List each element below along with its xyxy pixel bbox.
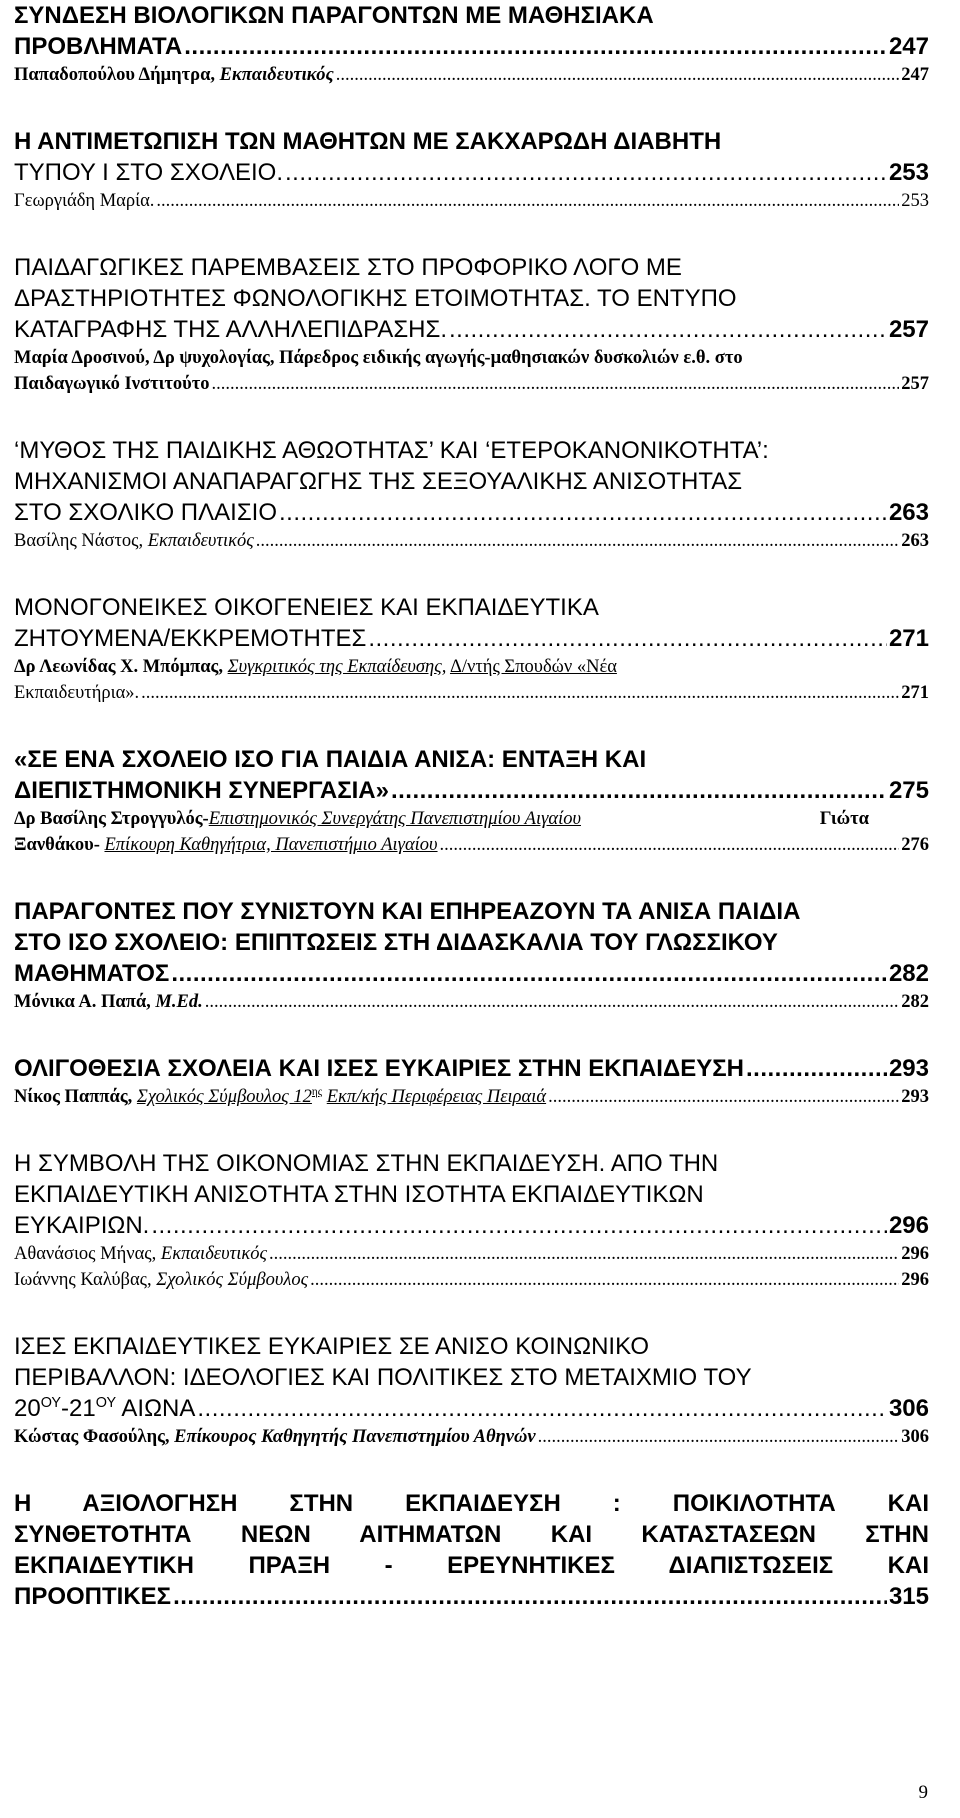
author-line: [14, 188, 929, 214]
entry-author: [14, 1424, 929, 1450]
leader-dots: [548, 1084, 899, 1110]
author-name: Μόνικα Α. Παπά,: [14, 992, 151, 1012]
page-ref: 263: [901, 531, 929, 551]
entry-author: [14, 654, 929, 706]
entry-author: [14, 806, 929, 858]
author-role: M.Ed.: [155, 992, 203, 1012]
title-last-line: [14, 1210, 929, 1241]
leader-dots: [285, 157, 887, 188]
leader-dots: [310, 1267, 899, 1293]
toc-entry: [14, 1488, 929, 1612]
title-text: 20: [14, 1395, 41, 1422]
leader-dots: [212, 371, 900, 397]
author-line: [14, 62, 929, 88]
title-text: ΚΑΤΑΓΡΑΦΗΣ ΤΗΣ ΑΛΛΗΛΕΠΙΔΡΑΣΗΣ.: [14, 316, 447, 343]
title-text: ΟΛΙΓΟΘΕΣΙΑ ΣΧΟΛΕΙΑ ΚΑΙ ΙΣΕΣ ΕΥΚΑΙΡΙΕΣ ΣΤΗΝ ΕΚΠΑΙΔΕΥΣΗ: [14, 1055, 744, 1082]
title-line: ΠΑΡΑΓΟΝΤΕΣ ΠΟΥ ΣΥΝΙΣΤΟΥΝ ΚΑΙ ΕΠΗΡΕΑΖΟΥΝ ΤΑ ΑΝΙΣΑ ΠΑΙΔΙΑ: [14, 898, 801, 925]
author-line: [14, 806, 929, 832]
entry-author: [14, 989, 929, 1015]
toc-entry: [14, 1331, 929, 1450]
title-text: ΠΡΟΟΠΤΙΚΕΣ: [14, 1583, 172, 1610]
leader-dots: [151, 1210, 887, 1241]
entry-title: [14, 896, 929, 989]
title-text: -21: [61, 1395, 96, 1422]
title-line: Η ΑΝΤΙΜΕΤΩΠΙΣΗ ΤΩΝ ΜΑΘΗΤΩΝ ΜΕ ΣΑΚΧΑΡΩΔΗ ΔΙΑΒΗΤΗ: [14, 128, 722, 155]
toc-entry: [14, 435, 929, 554]
author-line: [14, 680, 929, 706]
author-line: [14, 989, 929, 1015]
author-name: Γιώτα: [819, 809, 869, 829]
page-ref: 271: [901, 683, 929, 703]
page-ref: 296: [888, 1212, 929, 1239]
title-last-line: [14, 31, 929, 62]
author-line: [14, 1267, 929, 1293]
title-text: ΣΤΟ ΣΧΟΛΙΚΟ ΠΛΑΙΣΙΟ: [14, 499, 277, 526]
title-superscript: ΟΥ: [40, 1395, 62, 1411]
title-line: ΔΡΑΣΤΗΡΙΟΤΗΤΕΣ ΦΩΝΟΛΟΓΙΚΗΣ ΕΤΟΙΜΟΤΗΤΑΣ. ΤΟ ΕΝΤΥΠΟ: [14, 285, 737, 312]
author-line: [14, 1084, 929, 1110]
toc-entry: [14, 126, 929, 214]
page-number: 9: [918, 1782, 928, 1803]
entry-author: [14, 345, 929, 397]
page-ref: 257: [888, 316, 929, 343]
title-superscript: ΟΥ: [95, 1395, 117, 1411]
leader-dots: [391, 775, 887, 806]
author-affiliation: Παιδαγωγικό Ινστιτούτο: [14, 374, 210, 394]
toc-entry: [14, 592, 929, 706]
entry-title: [14, 1331, 929, 1424]
leader-dots: [746, 1053, 887, 1084]
page-ref: 257: [901, 374, 929, 394]
author-role: Επίκουρος Καθηγητής Πανεπιστημίου Αθηνών: [174, 1427, 536, 1447]
author-line: [14, 371, 929, 397]
entry-title: [14, 744, 929, 806]
page-ref: 282: [888, 960, 929, 987]
author-role: Σχολικός Σύμβουλος: [156, 1270, 309, 1290]
leader-dots: [368, 623, 887, 654]
title-text: ΠΡΟΒΛΗΜΑΤΑ: [14, 33, 183, 60]
toc-entry: [14, 1053, 929, 1110]
page-ref: 306: [901, 1427, 929, 1447]
page-ref: 247: [888, 33, 929, 60]
title-line: Η ΑΞΙΟΛΟΓΗΣΗ ΣΤΗΝ ΕΚΠΑΙΔΕΥΣΗ : ΠΟΙΚΙΛΟΤΗΤΑ ΚΑΙ: [14, 1490, 929, 1517]
page-ref: 293: [888, 1055, 929, 1082]
author-name: Κώστας Φασούλης,: [14, 1427, 170, 1447]
page-ref: 293: [901, 1087, 929, 1107]
page-ref: 276: [901, 835, 929, 855]
title-line: ΕΚΠΑΙΔΕΥΤΙΚΗ ΑΝΙΣΟΤΗΤΑ ΣΤΗΝ ΙΣΟΤΗΤΑ ΕΚΠΑΙΔΕΥΤΙΚΩΝ: [14, 1181, 704, 1208]
leader-dots: [449, 314, 887, 345]
title-last-line: [14, 497, 929, 528]
title-last-line: [14, 958, 929, 989]
author-name: Γεωργιάδη Μαρία.: [14, 191, 155, 211]
entry-title: [14, 592, 929, 654]
page-ref: 315: [888, 1583, 929, 1610]
author-role: Συγκριτικός της Εκπαίδευσης,: [227, 657, 447, 677]
leader-dots: [269, 1241, 899, 1267]
title-last-line: [14, 1393, 929, 1424]
author-name: Ξανθάκου-: [14, 835, 100, 855]
title-last-line: [14, 623, 929, 654]
title-text: ΖΗΤΟΥΜΕΝΑ/ΕΚΚΡΕΜΟΤΗΤΕΣ: [14, 625, 367, 652]
author-role: Εκπαιδευτικός: [219, 65, 334, 85]
leader-dots: [205, 989, 900, 1015]
page-ref: 247: [901, 65, 929, 85]
author-line: [14, 654, 929, 680]
title-line: ΜΟΝΟΓΟΝΕΙΚΕΣ ΟΙΚΟΓΕΝΕΙΕΣ ΚΑΙ ΕΚΠΑΙΔΕΥΤΙΚΑ: [14, 594, 599, 621]
page-ref: 296: [901, 1244, 929, 1264]
page-ref: 253: [901, 191, 929, 211]
title-line: ΣΥΝΔΕΣΗ ΒΙΟΛΟΓΙΚΩΝ ΠΑΡΑΓΟΝΤΩΝ ΜΕ ΜΑΘΗΣΙΑΚΑ: [14, 2, 654, 29]
leader-dots: [156, 188, 899, 214]
title-last-line: [14, 157, 929, 188]
title-line: «ΣΕ ΕΝΑ ΣΧΟΛΕΙΟ ΙΣΟ ΓΙΑ ΠΑΙΔΙΑ ΑΝΙΣΑ: ΕΝΤΑΞΗ ΚΑΙ: [14, 746, 647, 773]
author-line: [14, 1424, 929, 1450]
author-name: Αθανάσιος Μήνας,: [14, 1244, 157, 1264]
toc-entry: [14, 0, 929, 88]
title-text: ΕΥΚΑΙΡΙΩΝ.: [14, 1212, 150, 1239]
entry-author: [14, 188, 929, 214]
leader-dots: [336, 62, 900, 88]
entry-title: [14, 1053, 929, 1084]
author-line: Μαρία Δροσινού, Δρ ψυχολογίας, Πάρεδρος ειδικής αγωγής-μαθησιακών δυσκολιών ε.θ. στο: [14, 348, 743, 368]
title-last-line: [14, 314, 929, 345]
title-text: ΜΑΘΗΜΑΤΟΣ: [14, 960, 170, 987]
author-role: Επιστημονικός Συνεργάτης Πανεπιστημίου Αιγαίου: [208, 809, 581, 829]
title-last-line: [14, 1053, 929, 1084]
ordinal-suffix: ης: [311, 1085, 323, 1098]
title-last-line: [14, 1581, 929, 1612]
page-ref: 306: [888, 1395, 929, 1422]
entry-title: [14, 435, 929, 528]
entry-author: [14, 62, 929, 88]
title-line: ΕΚΠΑΙΔΕΥΤΙΚΗ ΠΡΑΞΗ - ΕΡΕΥΝΗΤΙΚΕΣ ΔΙΑΠΙΣΤΩΣΕΙΣ ΚΑΙ: [14, 1552, 929, 1579]
page-ref: 271: [888, 625, 929, 652]
author-name: Παπαδοπούλου Δήμητρα,: [14, 65, 216, 85]
table-of-contents: [14, 0, 929, 1650]
entry-title: [14, 126, 929, 188]
author-line: [14, 528, 929, 554]
title-line: ΠΑΙΔΑΓΩΓΙΚΕΣ ΠΑΡΕΜΒΑΣΕΙΣ ΣΤΟ ΠΡΟΦΟΡΙΚΟ ΛΟΓΟ ΜΕ: [14, 254, 682, 281]
title-text: ΤΥΠΟΥ Ι ΣΤΟ ΣΧΟΛΕΙΟ.: [14, 159, 283, 186]
leader-dots: [279, 497, 887, 528]
author-position: Δ/ντής Σπουδών «Νέα: [449, 657, 617, 677]
page-ref: 253: [888, 159, 929, 186]
entry-author: [14, 1084, 929, 1110]
author-name: Ιωάννης Καλύβας,: [14, 1270, 152, 1290]
toc-entry: [14, 896, 929, 1015]
title-line: Η ΣΥΜΒΟΛΗ ΤΗΣ ΟΙΚΟΝΟΜΙΑΣ ΣΤΗΝ ΕΚΠΑΙΔΕΥΣΗ. ΑΠΟ ΤΗΝ: [14, 1150, 719, 1177]
entry-author: [14, 528, 929, 554]
author-role: Σχολικός Σύμβουλος 12: [136, 1087, 312, 1107]
leader-dots: [184, 31, 887, 62]
author-name: Νίκος Παππάς,: [14, 1087, 133, 1107]
author-role: Εκπαιδευτικός: [147, 531, 254, 551]
title-line: ΙΣΕΣ ΕΚΠΑΙΔΕΥΤΙΚΕΣ ΕΥΚΑΙΡΙΕΣ ΣΕ ΑΝΙΣΟ ΚΟΙΝΩΝΙΚΟ: [14, 1333, 650, 1360]
page-ref: 275: [888, 777, 929, 804]
leader-dots: [197, 1393, 887, 1424]
author-name: Δρ Λεωνίδας Χ. Μπόμπας,: [14, 657, 223, 677]
title-line: ΣΥΝΘΕΤΟΤΗΤΑ ΝΕΩΝ ΑΙΤΗΜΑΤΩΝ ΚΑΙ ΚΑΤΑΣΤΑΣΕΩΝ ΣΤΗΝ: [14, 1521, 929, 1548]
author-role: Επίκουρη Καθηγήτρια, Πανεπιστήμιο Αιγαίου: [104, 835, 438, 855]
author-line: [14, 1241, 929, 1267]
entry-title: [14, 252, 929, 345]
page-ref: 296: [901, 1270, 929, 1290]
author-role: Εκπαιδευτικός: [160, 1244, 267, 1264]
leader-dots: [538, 1424, 900, 1450]
toc-entry: [14, 252, 929, 397]
title-text: ΑΙΩΝΑ: [116, 1395, 196, 1422]
title-line: ‘ΜΥΘΟΣ ΤΗΣ ΠΑΙΔΙΚΗΣ ΑΘΩΟΤΗΤΑΣ’ ΚΑΙ ‘ΕΤΕΡΟΚΑΝΟΝΙΚΟΤΗΤΑ’:: [14, 437, 769, 464]
leader-dots: [440, 832, 900, 858]
toc-entry: [14, 744, 929, 858]
leader-dots: [256, 528, 899, 554]
entry-author: [14, 1241, 929, 1293]
author-line: [14, 832, 929, 858]
entry-title: [14, 1488, 929, 1612]
author-name: Βασίλης Νάστος,: [14, 531, 144, 551]
title-line: ΠΕΡΙΒΑΛΛΟΝ: ΙΔΕΟΛΟΓΙΕΣ ΚΑΙ ΠΟΛΙΤΙΚΕΣ ΣΤΟ ΜΕΤΑΙΧΜΙΟ ΤΟΥ: [14, 1364, 752, 1391]
entry-title: [14, 0, 929, 62]
leader-dots: [173, 1581, 887, 1612]
leader-dots: [171, 958, 887, 989]
entry-title: [14, 1148, 929, 1241]
title-text: ΔΙΕΠΙΣΤΗΜΟΝΙΚΗ ΣΥΝΕΡΓΑΣΙΑ»: [14, 777, 389, 804]
title-last-line: [14, 775, 929, 806]
title-line: ΣΤΟ ΙΣΟ ΣΧΟΛΕΙΟ: ΕΠΙΠΤΩΣΕΙΣ ΣΤΗ ΔΙΔΑΣΚΑΛΙΑ ΤΟΥ ΓΛΩΣΣΙΚΟΥ: [14, 929, 778, 956]
author-region: Εκπ/κής Περιφέρειας Πειραιά: [326, 1087, 547, 1107]
title-line: ΜΗΧΑΝΙΣΜΟΙ ΑΝΑΠΑΡΑΓΩΓΗΣ ΤΗΣ ΣΕΞΟΥΑΛΙΚΗΣ ΑΝΙΣΟΤΗΤΑΣ: [14, 468, 743, 495]
author-name: Δρ Βασίλης Στρογγυλός-: [14, 809, 209, 829]
page-ref: 282: [901, 992, 929, 1012]
leader-dots: [141, 680, 899, 706]
author-affiliation: Εκπαιδευτήρια».: [14, 683, 140, 703]
toc-entry: [14, 1148, 929, 1293]
page-ref: 263: [888, 499, 929, 526]
